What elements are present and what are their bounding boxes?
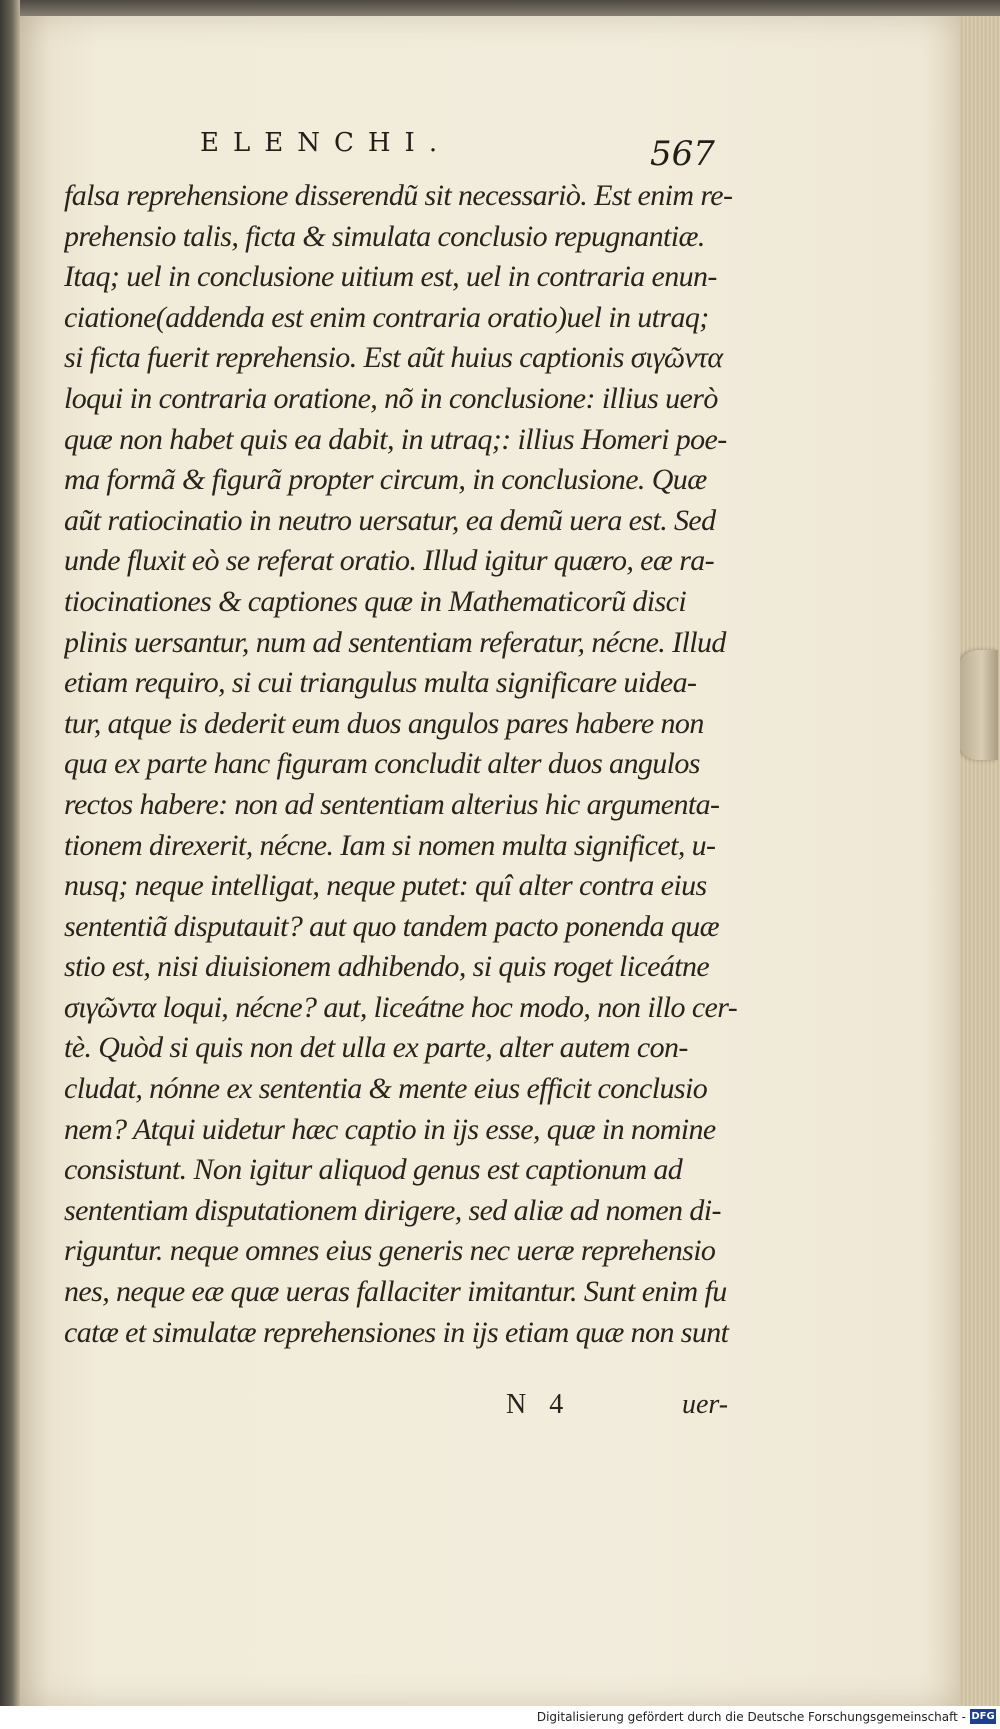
- text-line: sententiam disputationem dirigere, sed aliæ ad nomen di-: [64, 1193, 721, 1227]
- text-line: cludat, nónne ex sententia & mente eius efficit conclusio: [64, 1072, 708, 1106]
- text-line: ciatione(addenda est enim contraria oratio)uel in utraq;: [64, 300, 709, 334]
- page-number: 567: [650, 134, 715, 174]
- page-leaf: [20, 16, 960, 1706]
- text-line: plinis uersantur, num ad sententiam referatur, nécne. Illud: [64, 625, 726, 659]
- text-line: si ficta fuerit reprehensio. Est aũt huius captionis σιγῶντα: [64, 341, 723, 375]
- clasp-shadow: [958, 650, 998, 760]
- text-line: consistunt. Non igitur aliquod genus est captionum ad: [64, 1153, 683, 1187]
- fore-edge: [960, 16, 1000, 1706]
- text-line: tionem direxerit, nécne. Iam si nomen multa significet, u-: [64, 828, 716, 862]
- text-line: unde fluxit eò se referat oratio. Illud igitur quæro, eæ ra-: [64, 544, 715, 578]
- text-line: sententiã disputauit? aut quo tandem pacto ponenda quæ: [64, 909, 720, 943]
- text-line: nem? Atqui uidetur hæc captio in ijs esse, quæ in nomine: [64, 1112, 716, 1146]
- text-line: riguntur. neque omnes eius generis nec ueræ reprehensio: [64, 1234, 716, 1268]
- catchword: uer-: [682, 1389, 729, 1420]
- text-line: tiocinationes & captiones quæ in Mathematicorũ disci: [64, 584, 687, 618]
- text-line: falsa reprehensione disserendũ sit necessariò. Est enim re-: [64, 179, 733, 212]
- signature-mark: N 4: [506, 1389, 572, 1420]
- body-text: [64, 176, 754, 1353]
- text-line: nes, neque eæ quæ ueras fallaciter imitantur. Sunt enim fu: [64, 1275, 727, 1309]
- text-line: prehensio talis, ficta & simulata conclusio repugnantiæ.: [64, 219, 705, 253]
- binding-edge: [0, 0, 20, 1729]
- digitization-credit: Digitalisierung gefördert durch die Deutsche Forschungsgemeinschaft -: [536, 1710, 966, 1724]
- text-line: etiam requiro, si cui triangulus multa significare uidea-: [64, 666, 697, 700]
- text-line: aũt ratiocinatio in neutro uersatur, ea demũ uera est. Sed: [64, 503, 716, 537]
- running-head: ELENCHI.: [200, 128, 452, 158]
- text-line: qua ex parte hanc figuram concludit alter duos angulos: [64, 747, 700, 781]
- text-line: σιγῶντα loqui, nécne? aut, liceátne hoc modo, non illo cer-: [64, 990, 738, 1024]
- text-line: stio est, nisi diuisionem adhibendo, si quis roget liceátne: [64, 950, 710, 984]
- text-line: tur, atque is dederit eum duos angulos pares habere non: [64, 706, 704, 740]
- text-line: loqui in contraria oratione, nõ in conclusione: illius uerò: [64, 381, 718, 415]
- dfg-logo: DFG: [971, 1711, 995, 1722]
- text-line: catæ et simulatæ reprehensiones in ijs etiam quæ non sunt: [64, 1315, 729, 1349]
- text-line: tè. Quòd si quis non det ulla ex parte, alter autem con-: [64, 1031, 688, 1065]
- text-line: ma formã & figurã propter circum, in conclusione. Quæ: [64, 463, 707, 497]
- text-line: quæ non habet quis ea dabit, in utraq;: illius Homeri poe-: [64, 422, 727, 456]
- text-line: rectos habere: non ad sententiam alterius hic argumenta-: [64, 787, 720, 821]
- text-line: nusq; neque intelligat, neque putet: quî alter contra eius: [64, 869, 707, 903]
- text-line: Itaq; uel in conclusione uitium est, uel in contraria enun-: [64, 260, 717, 294]
